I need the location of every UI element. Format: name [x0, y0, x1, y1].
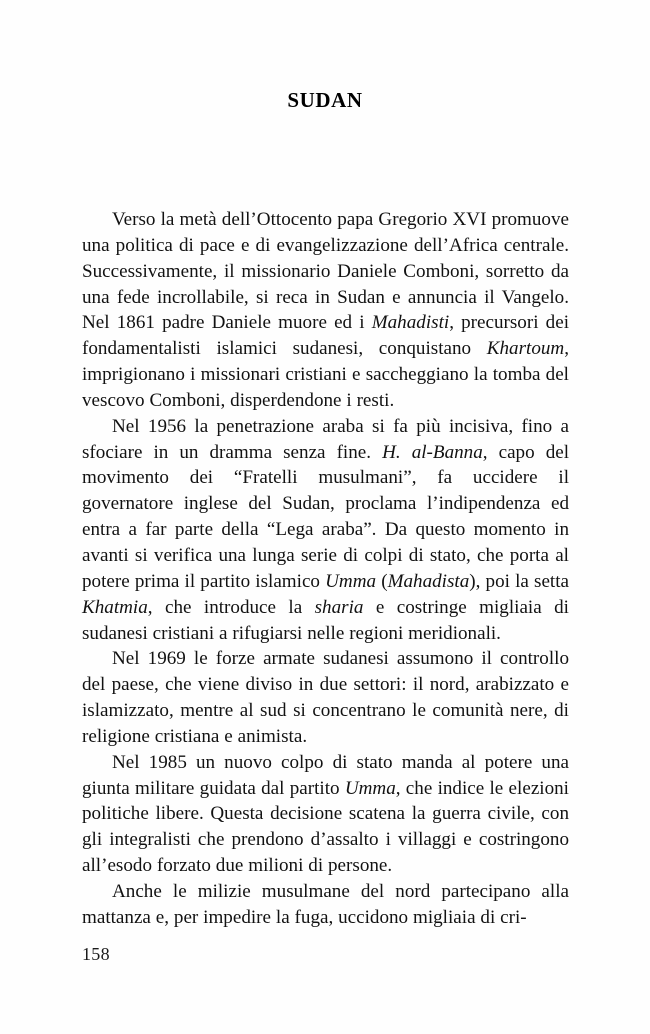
page-title: SUDAN — [287, 88, 363, 112]
italic-term: sharia — [314, 596, 364, 618]
paragraph: Nel 1985 un nuovo colpo di stato manda al potere una giunta militare guidata dal partito Umma, che indice le elezioni politiche libere. Questa decisione scatena la guerra civile, con gli integralisti che prendono d’assalto i villaggi e costringono all’esodo forzato due milioni di persone. — [82, 751, 569, 877]
paragraph: Nel 1956 la penetrazione araba si fa più incisiva, fino a sfociare in un dramma senza fine. H. al-Banna, capo del movimento dei “Fratelli musulmani”, fa uccidere il governatore inglese del Sudan, proclama l’indipendenza ed entra a far parte della “Lega araba”. Da questo momento in avanti si verifica una lunga serie di colpi di stato, che porta al potere prima il partito islamico Umma (Mahadista), poi la setta Khatmia, che introduce la sharia e costringe migliaia di sudanesi cristiani a rifugiarsi nelle regioni meridionali. — [82, 415, 570, 644]
italic-term: Mahadista — [387, 570, 470, 592]
paragraph: Anche le milizie musulmane del nord partecipano alla mattanza e, per impedire la fuga, uccidono migliaia di cri- — [82, 880, 569, 928]
italic-term: Khartoum — [486, 338, 565, 360]
page-number: 158 — [82, 944, 110, 964]
italic-term: Mahadisti — [371, 312, 450, 334]
paragraph: Nel 1969 le forze armate sudanesi assumono il controllo del paese, che viene diviso in due settori: il nord, arabizzato e islamizzato, mentre al sud si concentrano le comunità nere, di religione cristiana e animista. — [82, 648, 569, 747]
body-text-block — [82, 207, 569, 931]
italic-term: Umma — [325, 570, 377, 592]
italic-term: Umma — [344, 777, 396, 799]
italic-term: H. al-Banna — [382, 441, 483, 463]
italic-term: Khatmia — [82, 596, 148, 618]
paragraph: Verso la metà dell’Ottocento papa Gregorio XVI promuove una politica di pace e di evangelizzazione dell’Africa centrale. Successivamente, il missionario Daniele Comboni, sorretto da una fede incrollabile, si reca in Sudan e annuncia il Vangelo. Nel 1861 padre Daniele muore ed i Mahadisti, precursori dei fondamentalisti islamici sudanesi, conquistano Khartoum, imprigionano i missionari cristiani e saccheggiano la tomba del vescovo Comboni, disperdendone i resti. — [82, 209, 570, 411]
